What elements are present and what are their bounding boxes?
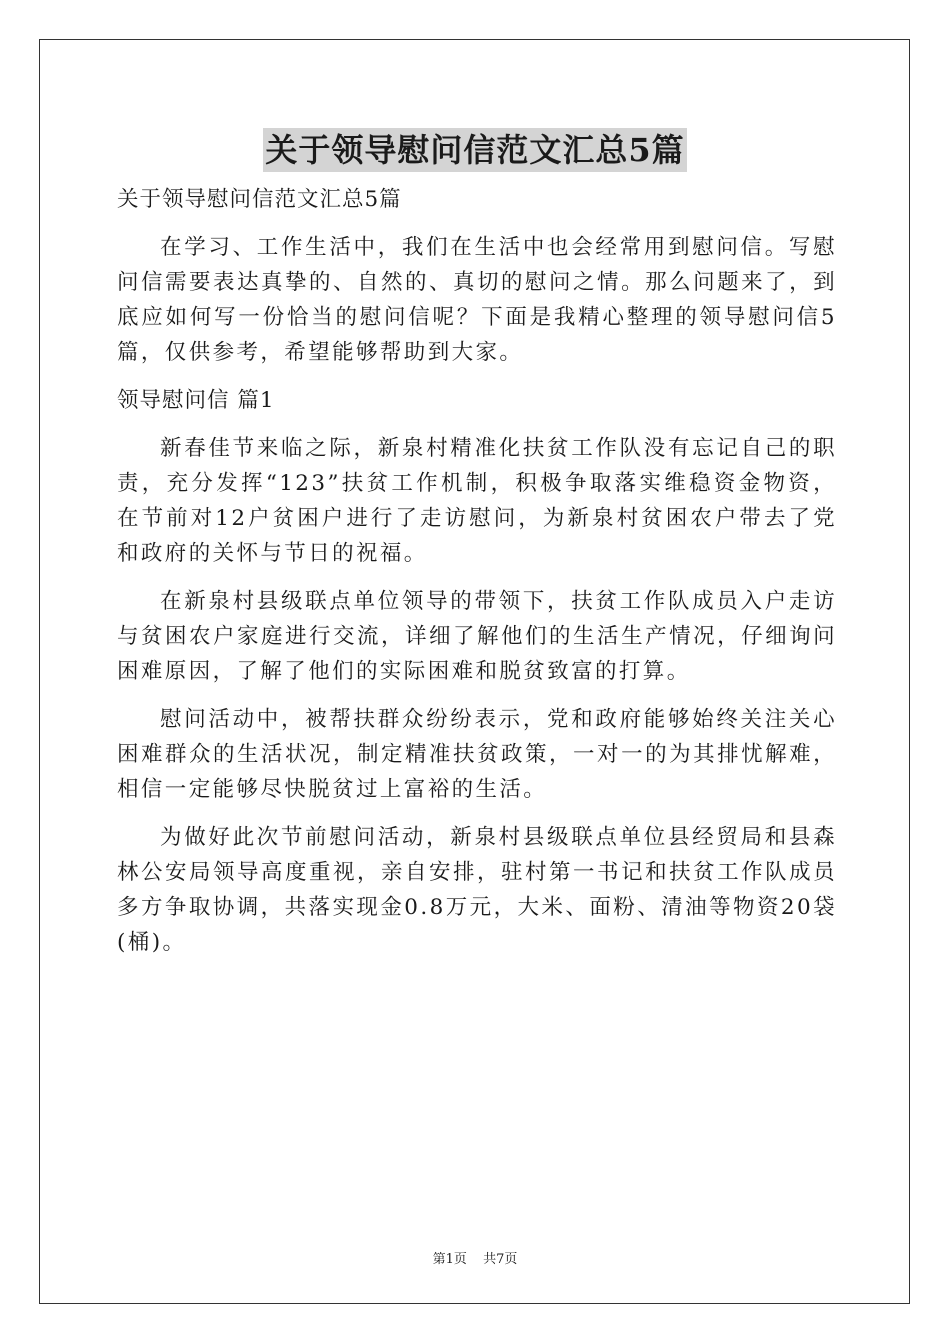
body-paragraph: 新春佳节来临之际，新泉村精准化扶贫工作队没有忘记自己的职责，充分发挥“123”扶贫工作机制，积极争取落实维稳资金物资，在节前对12户贫困户进行了走访慰问，为新泉村贫困农户带去了党和政府的关怀与节日的祝福。	[117, 436, 837, 566]
page-number-current: 第1页	[432, 1252, 467, 1267]
document-title: 关于领导慰问信范文汇总5篇	[263, 128, 686, 172]
body-paragraph: 慰问活动中，被帮扶群众纷纷表示，党和政府能够始终关注关心困难群众的生活状况，制定精准扶贫政策，一对一的为其排忧解难，相信一定能够尽快脱贫过上富裕的生活。	[117, 707, 837, 802]
intro-paragraph: 在学习、工作生活中，我们在生活中也会经常用到慰问信。写慰问信需要表达真挚的、自然的、真切的慰问之情。那么问题来了，到底应如何写一份恰当的慰问信呢？下面是我精心整理的领导慰问信5篇，仅供参考，希望能够帮助到大家。	[117, 235, 837, 365]
title-block	[0, 128, 950, 172]
document-subtitle: 关于领导慰问信范文汇总5篇	[117, 187, 402, 212]
section-heading: 领导慰问信 篇1	[117, 388, 275, 413]
page-number-total: 共7页	[483, 1252, 518, 1267]
body-paragraph: 在新泉村县级联点单位领导的带领下，扶贫工作队成员入户走访与贫困农户家庭进行交流，详细了解他们的生活生产情况，仔细询问困难原因，了解了他们的实际困难和脱贫致富的打算。	[117, 589, 837, 684]
body-paragraph: 为做好此次节前慰问活动，新泉村县级联点单位县经贸局和县森林公安局领导高度重视，亲自安排，驻村第一书记和扶贫工作队成员多方争取协调，共落实现金0.8万元，大米、面粉、清油等物资20袋(桶)。	[117, 825, 837, 955]
document-body	[117, 182, 837, 973]
page-footer	[0, 1248, 950, 1267]
